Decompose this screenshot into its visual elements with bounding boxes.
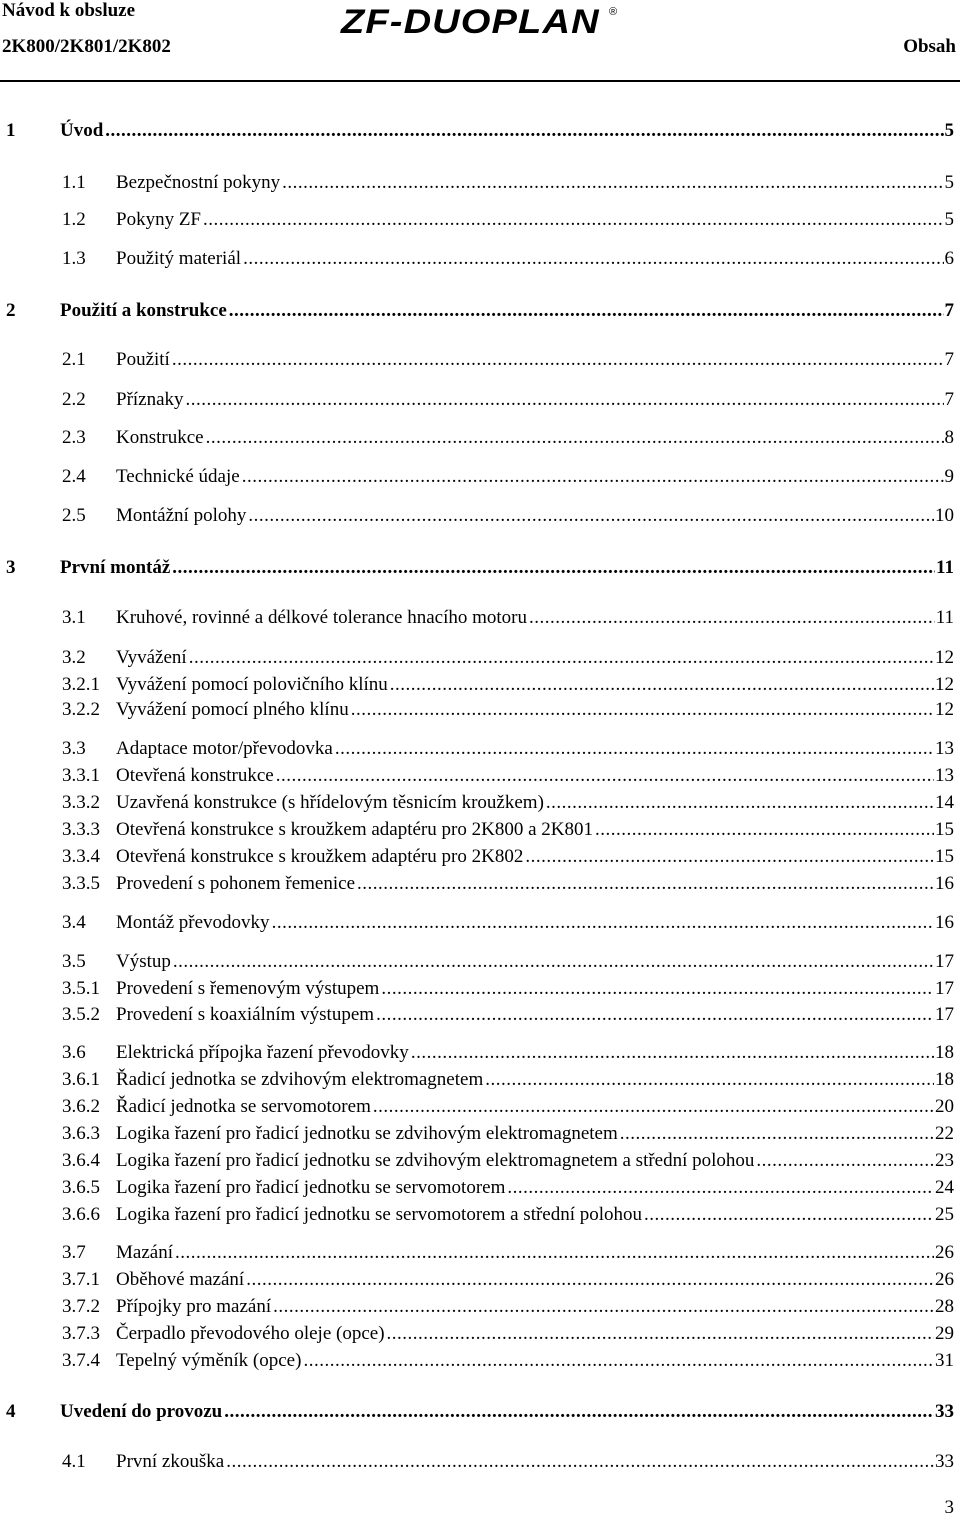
toc-entry-title: Otevřená konstrukce s kroužkem adaptéru pro 2K802 xyxy=(116,846,524,867)
page-header xyxy=(0,0,960,82)
toc-entry-title: Bezpečnostní pokyny xyxy=(116,172,281,193)
toc-entry-number: 4.1 xyxy=(62,1451,86,1472)
toc-entry-number: 1.2 xyxy=(62,209,86,230)
document-title: Návod k obsluze xyxy=(2,0,136,21)
toc-entry-line xyxy=(116,1202,954,1228)
dot-leader xyxy=(173,1240,934,1266)
toc-entry-line xyxy=(116,207,954,233)
toc-entry-page: 11 xyxy=(935,607,954,628)
toc-entry-page: 8 xyxy=(944,427,954,448)
toc-entry-page: 5 xyxy=(944,120,954,141)
toc-entry-line xyxy=(116,790,954,816)
toc-entry[interactable] xyxy=(0,871,960,897)
toc-entry-page: 17 xyxy=(935,978,954,999)
dot-leader xyxy=(274,763,934,789)
toc-entry[interactable] xyxy=(0,1175,960,1201)
toc-entry-title: Adaptace motor/převodovka xyxy=(116,738,333,759)
toc-entry-title: Pokyny ZF xyxy=(116,209,201,230)
toc-entry-number: 3.3.2 xyxy=(62,792,100,813)
toc-entry-number: 3 xyxy=(6,557,16,578)
toc-entry-number: 3.7 xyxy=(62,1242,86,1263)
section-name: Obsah xyxy=(903,36,956,57)
toc-entry[interactable] xyxy=(0,1002,960,1028)
toc-entry-title: Montáž převodovky xyxy=(116,912,270,933)
toc-entry-number: 3.3.4 xyxy=(62,846,100,867)
dot-leader xyxy=(544,790,934,816)
toc-entry[interactable] xyxy=(0,605,960,631)
toc-entry[interactable] xyxy=(0,672,960,698)
toc-entry-number: 1.3 xyxy=(62,248,86,269)
dot-leader xyxy=(371,1094,934,1120)
dot-leader xyxy=(483,1067,934,1093)
toc-entry-title: Vyvážení pomocí polovičního klínu xyxy=(116,674,388,695)
toc-entry-title: Elektrická přípojka řazení převodovky xyxy=(116,1042,409,1063)
toc-entry-line xyxy=(116,1294,954,1320)
toc-entry-number: 3.5 xyxy=(62,951,86,972)
toc-entry-line xyxy=(116,246,954,272)
toc-entry-title: Logika řazení pro řadicí jednotku se servomotorem xyxy=(116,1177,506,1198)
toc-entry-title: Kruhové, rovinné a délkové tolerance hnacího motoru xyxy=(116,607,527,628)
toc-entry-line xyxy=(116,1267,954,1293)
toc-entry[interactable] xyxy=(0,1067,960,1093)
dot-leader xyxy=(184,387,944,413)
toc-entry-line xyxy=(116,976,954,1002)
toc-entry-title: První montáž xyxy=(60,557,171,578)
toc-entry[interactable] xyxy=(0,844,960,870)
zf-duoplan-logo: ZF-DUOPLAN xyxy=(341,3,600,41)
toc-entry-line xyxy=(116,817,954,843)
toc-entry-title: Vyvážení xyxy=(116,647,187,668)
toc-entry-line xyxy=(60,118,954,144)
toc-entry-title: Logika řazení pro řadicí jednotku se servomotorem a střední polohou xyxy=(116,1204,643,1225)
dot-leader xyxy=(224,1449,934,1475)
toc-entry-line xyxy=(116,347,954,373)
dot-leader xyxy=(618,1121,934,1147)
toc-entry-title: Tepelný výměník (opce) xyxy=(116,1350,302,1371)
toc-entry-line xyxy=(116,844,954,870)
toc-entry-line xyxy=(116,1449,954,1475)
toc-entry-title: Použití xyxy=(116,349,170,370)
toc-entry-title: Otevřená konstrukce xyxy=(116,765,274,786)
toc-entry-page: 33 xyxy=(935,1401,954,1422)
toc-entry-page: 10 xyxy=(935,505,954,526)
toc-entry-number: 3.3.3 xyxy=(62,819,100,840)
toc-entry-page: 22 xyxy=(935,1123,954,1144)
toc-entry-page: 5 xyxy=(944,172,954,193)
dot-leader xyxy=(385,1321,934,1347)
toc-entry-title: Mazání xyxy=(116,1242,173,1263)
dot-leader xyxy=(170,347,944,373)
toc-entry-page: 7 xyxy=(944,389,954,410)
toc-entry-page: 12 xyxy=(935,647,954,668)
toc-entry-page: 18 xyxy=(935,1069,954,1090)
toc-entry-line xyxy=(116,1321,954,1347)
toc-entry-line xyxy=(116,645,954,671)
toc-entry-number: 3.2.1 xyxy=(62,674,100,695)
toc-entry-line xyxy=(116,697,954,723)
toc-entry-title: Použitý materiál xyxy=(116,248,242,269)
toc-entry-page: 16 xyxy=(935,873,954,894)
toc-entry-page: 14 xyxy=(935,792,954,813)
toc-entry[interactable] xyxy=(0,347,960,373)
toc-entry[interactable] xyxy=(0,298,960,324)
toc-entry[interactable] xyxy=(0,387,960,413)
toc-entry[interactable] xyxy=(0,555,960,581)
toc-entry-title: Čerpadlo převodového oleje (opce) xyxy=(116,1323,385,1344)
toc-entry-title: Výstup xyxy=(116,951,171,972)
toc-entry-line xyxy=(116,1040,954,1066)
toc-entry-page: 15 xyxy=(935,819,954,840)
toc-entry[interactable] xyxy=(0,1449,960,1475)
toc-entry-page: 29 xyxy=(935,1323,954,1344)
dot-leader xyxy=(171,949,934,975)
dot-leader xyxy=(240,464,944,490)
dot-leader xyxy=(241,246,943,272)
toc-entry-number: 2.1 xyxy=(62,349,86,370)
toc-entry-title: Vyvážení pomocí plného klínu xyxy=(116,699,349,720)
dot-leader xyxy=(527,605,935,631)
toc-entry-title: Technické údaje xyxy=(116,466,240,487)
dot-leader xyxy=(301,1348,934,1374)
toc-entry[interactable] xyxy=(0,949,960,975)
toc-entry-number: 2 xyxy=(6,300,16,321)
dot-leader xyxy=(103,118,943,144)
toc-entry[interactable] xyxy=(0,425,960,451)
toc-entry-number: 1 xyxy=(6,120,16,141)
dot-leader xyxy=(201,207,944,233)
toc-entry-page: 13 xyxy=(935,765,954,786)
toc-entry-title: Provedení s koaxiálním výstupem xyxy=(116,1004,375,1025)
dot-leader xyxy=(593,817,934,843)
toc-entry-page: 7 xyxy=(944,300,954,321)
toc-entry[interactable] xyxy=(0,1121,960,1147)
toc-entry-number: 3.6.1 xyxy=(62,1069,100,1090)
dot-leader xyxy=(227,298,944,324)
toc-entry[interactable] xyxy=(0,817,960,843)
toc-entry-page: 31 xyxy=(935,1350,954,1371)
toc-entry-line xyxy=(116,464,954,490)
toc-entry-number: 3.1 xyxy=(62,607,86,628)
toc-entry[interactable] xyxy=(0,1321,960,1347)
toc-entry-title: Použití a konstrukce xyxy=(60,300,227,321)
toc-entry-page: 17 xyxy=(935,1004,954,1025)
toc-entry-page: 26 xyxy=(935,1269,954,1290)
toc-entry-title: Logika řazení pro řadicí jednotku se zdvihovým elektromagnetem a střední polohou xyxy=(116,1150,755,1171)
toc-entry-line xyxy=(116,605,954,631)
toc-entry-title: Příznaky xyxy=(116,389,184,410)
dot-leader xyxy=(642,1202,934,1228)
dot-leader xyxy=(270,910,934,936)
toc-entry-title: Řadicí jednotka se servomotorem xyxy=(116,1096,371,1117)
toc-entry-page: 33 xyxy=(935,1451,954,1472)
toc-entry[interactable] xyxy=(0,1148,960,1174)
dot-leader xyxy=(187,645,934,671)
toc-entry-page: 20 xyxy=(935,1096,954,1117)
page-number: 3 xyxy=(944,1497,954,1518)
toc-entry-page: 12 xyxy=(935,674,954,695)
toc-entry-number: 3.7.3 xyxy=(62,1323,100,1344)
toc-entry-page: 9 xyxy=(944,466,954,487)
dot-leader xyxy=(204,425,944,451)
toc-entry-title: Provedení s řemenovým výstupem xyxy=(116,978,380,999)
dot-leader xyxy=(379,976,934,1002)
toc-entry[interactable] xyxy=(0,1040,960,1066)
toc-entry[interactable] xyxy=(0,207,960,233)
toc-entry-line xyxy=(116,1067,954,1093)
toc-entry-number: 3.5.1 xyxy=(62,978,100,999)
toc-entry-number: 3.6.5 xyxy=(62,1177,100,1198)
toc-entry-number: 1.1 xyxy=(62,172,86,193)
toc-entry-line xyxy=(116,871,954,897)
toc-entry-page: 17 xyxy=(935,951,954,972)
toc-entry-page: 18 xyxy=(935,1042,954,1063)
toc-entry-number: 3.7.1 xyxy=(62,1269,100,1290)
toc-entry-line xyxy=(116,1094,954,1120)
toc-entry-number: 2.4 xyxy=(62,466,86,487)
toc-entry-title: Uzavřená konstrukce (s hřídelovým těsnicím kroužkem) xyxy=(116,792,544,813)
toc-entry-number: 3.3.1 xyxy=(62,765,100,786)
dot-leader xyxy=(244,1267,934,1293)
toc-entry[interactable] xyxy=(0,246,960,272)
toc-entry-number: 2.5 xyxy=(62,505,86,526)
toc-entry-page: 28 xyxy=(935,1296,954,1317)
dot-leader xyxy=(374,1002,934,1028)
dot-leader xyxy=(349,697,934,723)
toc-entry[interactable] xyxy=(0,1202,960,1228)
toc-entry-page: 7 xyxy=(944,349,954,370)
toc-entry-number: 3.6.6 xyxy=(62,1204,100,1225)
toc-entry[interactable] xyxy=(0,1240,960,1266)
toc-entry-number: 3.7.2 xyxy=(62,1296,100,1317)
toc-entry-page: 25 xyxy=(935,1204,954,1225)
toc-entry-number: 2.3 xyxy=(62,427,86,448)
toc-entry-line xyxy=(60,298,954,324)
toc-entry-number: 3.6 xyxy=(62,1042,86,1063)
toc-entry-page: 26 xyxy=(935,1242,954,1263)
toc-entry-page: 16 xyxy=(935,912,954,933)
toc-entry[interactable] xyxy=(0,976,960,1002)
dot-leader xyxy=(409,1040,934,1066)
toc-entry-title: Řadicí jednotka se zdvihovým elektromagnetem xyxy=(116,1069,484,1090)
toc-entry-title: Otevřená konstrukce s kroužkem adaptéru pro 2K800 a 2K801 xyxy=(116,819,593,840)
toc-entry-number: 3.2.2 xyxy=(62,699,100,720)
dot-leader xyxy=(523,844,934,870)
toc-entry[interactable] xyxy=(0,910,960,936)
toc-entry-page: 15 xyxy=(935,846,954,867)
toc-entry[interactable] xyxy=(0,645,960,671)
dot-leader xyxy=(271,1294,934,1320)
toc-entry-title: První zkouška xyxy=(116,1451,225,1472)
dot-leader xyxy=(222,1399,934,1425)
toc-entry-line xyxy=(116,1348,954,1374)
toc-entry-number: 3.3.5 xyxy=(62,873,100,894)
toc-entry-number: 3.6.3 xyxy=(62,1123,100,1144)
toc-entry-title: Montážní polohy xyxy=(116,505,247,526)
toc-entry-line xyxy=(116,1148,954,1174)
toc-entry-number: 2.2 xyxy=(62,389,86,410)
toc-entry-line xyxy=(116,1121,954,1147)
toc-entry-line xyxy=(116,949,954,975)
toc-entry[interactable] xyxy=(0,464,960,490)
toc-entry-line xyxy=(116,763,954,789)
toc-entry-page: 12 xyxy=(935,699,954,720)
dot-leader xyxy=(246,503,934,529)
dot-leader xyxy=(280,170,943,196)
toc-entry-number: 3.7.4 xyxy=(62,1350,100,1371)
toc-entry-page: 23 xyxy=(935,1150,954,1171)
toc-entry-title: Konstrukce xyxy=(116,427,204,448)
toc-entry-number: 3.6.4 xyxy=(62,1150,100,1171)
toc-entry-number: 3.3 xyxy=(62,738,86,759)
toc-entry[interactable] xyxy=(0,170,960,196)
toc-entry-number: 3.6.2 xyxy=(62,1096,100,1117)
toc-entry-line xyxy=(60,555,954,581)
toc-entry-line xyxy=(116,170,954,196)
toc-entry[interactable] xyxy=(0,790,960,816)
toc-entry-title: Oběhové mazání xyxy=(116,1269,245,1290)
toc-entry-page: 5 xyxy=(944,209,954,230)
toc-entry-page: 6 xyxy=(944,248,954,269)
toc-entry-number: 3.5.2 xyxy=(62,1004,100,1025)
toc-entry[interactable] xyxy=(0,1348,960,1374)
toc-entry-title: Úvod xyxy=(60,120,104,141)
toc-entry[interactable] xyxy=(0,697,960,723)
toc-entry[interactable] xyxy=(0,1294,960,1320)
model-designation: 2K800/2K801/2K802 xyxy=(2,36,171,57)
toc-entry[interactable] xyxy=(0,503,960,529)
toc-entry[interactable] xyxy=(0,1094,960,1120)
toc-entry[interactable] xyxy=(0,736,960,762)
dot-leader xyxy=(355,871,934,897)
toc-entry-line xyxy=(116,1240,954,1266)
toc-entry-title: Logika řazení pro řadicí jednotku se zdvihovým elektromagnetem xyxy=(116,1123,618,1144)
toc-entry-line xyxy=(116,425,954,451)
toc-entry-title: Uvedení do provozu xyxy=(60,1401,223,1422)
toc-entry-line xyxy=(116,503,954,529)
toc-entry-line xyxy=(116,672,954,698)
toc-entry-number: 4 xyxy=(6,1401,16,1422)
toc-entry-line xyxy=(116,910,954,936)
toc-entry-line xyxy=(116,1175,954,1201)
toc-entry-number: 3.4 xyxy=(62,912,86,933)
toc-entry-title: Přípojky pro mazání xyxy=(116,1296,272,1317)
toc-entry-line xyxy=(60,1399,954,1425)
toc-entry-line xyxy=(116,387,954,413)
dot-leader xyxy=(388,672,934,698)
dot-leader xyxy=(754,1148,934,1174)
registered-mark: ® xyxy=(609,6,618,18)
toc-entry-line xyxy=(116,1002,954,1028)
toc-entry[interactable] xyxy=(0,118,960,144)
dot-leader xyxy=(333,736,934,762)
dot-leader xyxy=(505,1175,934,1201)
toc-entry-number: 3.2 xyxy=(62,647,86,668)
toc-entry-title: Provedení s pohonem řemenice xyxy=(116,873,356,894)
toc-entry-page: 11 xyxy=(936,557,954,578)
toc-entry-page: 13 xyxy=(935,738,954,759)
dot-leader xyxy=(170,555,935,581)
toc-entry[interactable] xyxy=(0,1267,960,1293)
toc-entry[interactable] xyxy=(0,1399,960,1425)
toc-entry[interactable] xyxy=(0,763,960,789)
toc-entry-page: 24 xyxy=(935,1177,954,1198)
toc-entry-line xyxy=(116,736,954,762)
